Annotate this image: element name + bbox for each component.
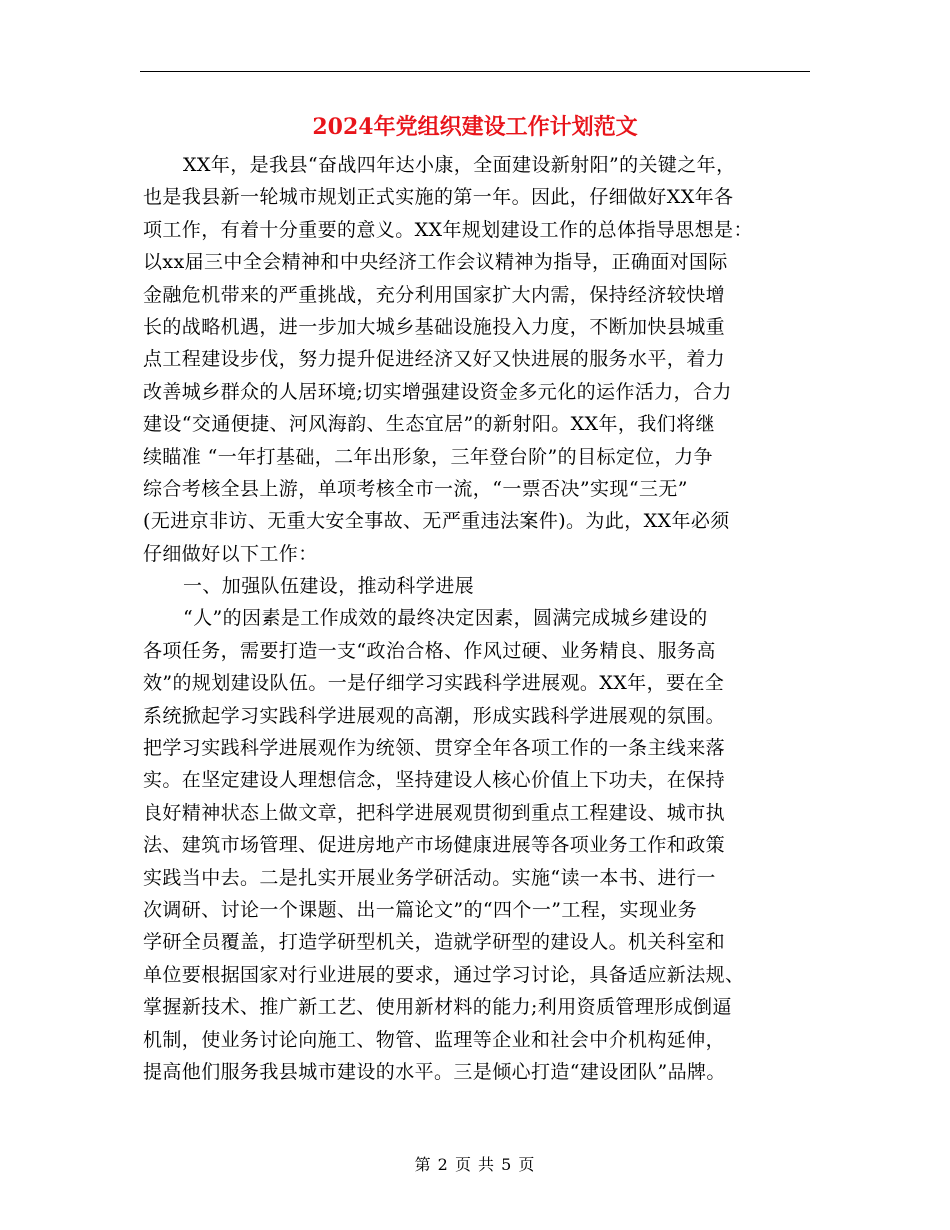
body-line: 金融危机带来的严重挑战，充分利用国家扩大内需，保持经济较快增 [143,283,726,306]
body-line: 也是我县新一轮城市规划正式实施的第一年。因此，仔细做好XX年各 [143,186,734,209]
body-line: XX年，是我县“奋战四年达小康，全面建设新射阳”的关键之年， [183,154,736,176]
body-line: 单位要根据国家对行业进展的要求，通过学习讨论，具备适应新法规、 [143,963,745,986]
body-line: “人”的因素是工作成效的最终决定因素，圆满完成城乡建设的 [183,607,708,630]
body-line: 点工程建设步伐，努力提升促进经济又好又快进展的服务水平，着力 [143,348,726,371]
body-line: 掌握新技术、推广新工艺、使用新材料的能力;利用资质管理形成倒逼 [143,996,732,1019]
body-line: 改善城乡群众的人居环境;切实增强建设资金多元化的运作活力，合力 [143,380,732,403]
body-line: 实。在坚定建设人理想信念，坚持建设人核心价值上下功夫，在保持 [143,769,726,792]
body-line: 项工作，有着十分重要的意义。XX年规划建设工作的总体指导思想是： [143,218,753,241]
section-heading: 一、加强队伍建设，推动科学进展 [183,575,475,598]
document-title: 2024年党组织建设工作计划范文 [312,114,638,140]
header-rule [140,71,810,72]
body-line: 长的战略机遇，进一步加大城乡基础设施投入力度，不断加快县城重 [143,315,726,338]
document-body [143,149,813,1088]
body-line: 次调研、讨论一个课题、出一篇论文”的“四个一”工程，实现业务 [143,898,698,921]
body-line: 实践当中去。二是扎实开展业务学研活动。实施“读一本书、进行一 [143,866,716,889]
body-line: 仔细做好以下工作： [143,542,318,565]
body-line: 建设“交通便捷、河风海韵、生态宜居”的新射阳。XX年，我们将继 [143,413,715,436]
page-number: 第 2 页 共 5 页 [414,1155,536,1174]
body-line: 学研全员覆盖，打造学研型机关，造就学研型的建设人。机关科室和 [143,931,726,954]
body-line: 各项任务，需要打造一支“政治合格、作风过硬、业务精良、服务高 [143,639,716,662]
body-line: 效”的规划建设队伍。一是仔细学习实践科学进展观。XX年，要在全 [143,672,725,695]
body-line: (无进京非访、无重大安全事故、无严重违法案件)。为此，XX年必须 [143,510,730,533]
body-line: 续瞄准 “一年打基础，二年出形象，三年登台阶”的目标定位，力争 [143,445,713,468]
body-line: 以xx届三中全会精神和中央经济工作会议精神为指导，正确面对国际 [143,251,728,274]
body-line: 把学习实践科学进展观作为统领、贯穿全年各项工作的一条主线来落 [143,737,726,760]
body-line: 提高他们服务我县城市建设的水平。三是倾心打造“建设团队”品牌。 [143,1060,726,1083]
body-line: 系统掀起学习实践科学进展观的高潮，形成实践科学进展观的氛围。 [143,704,726,727]
body-line: 综合考核全县上游，单项考核全市一流，“一票否决”实现“三无” [143,477,688,500]
body-line: 良好精神状态上做文章，把科学进展观贯彻到重点工程建设、城市执 [143,801,726,824]
body-line: 法、建筑市场管理、促进房地产市场健康进展等各项业务工作和政策 [143,834,726,857]
body-line: 机制，使业务讨论向施工、物管、监理等企业和社会中介机构延伸， [143,1028,726,1051]
